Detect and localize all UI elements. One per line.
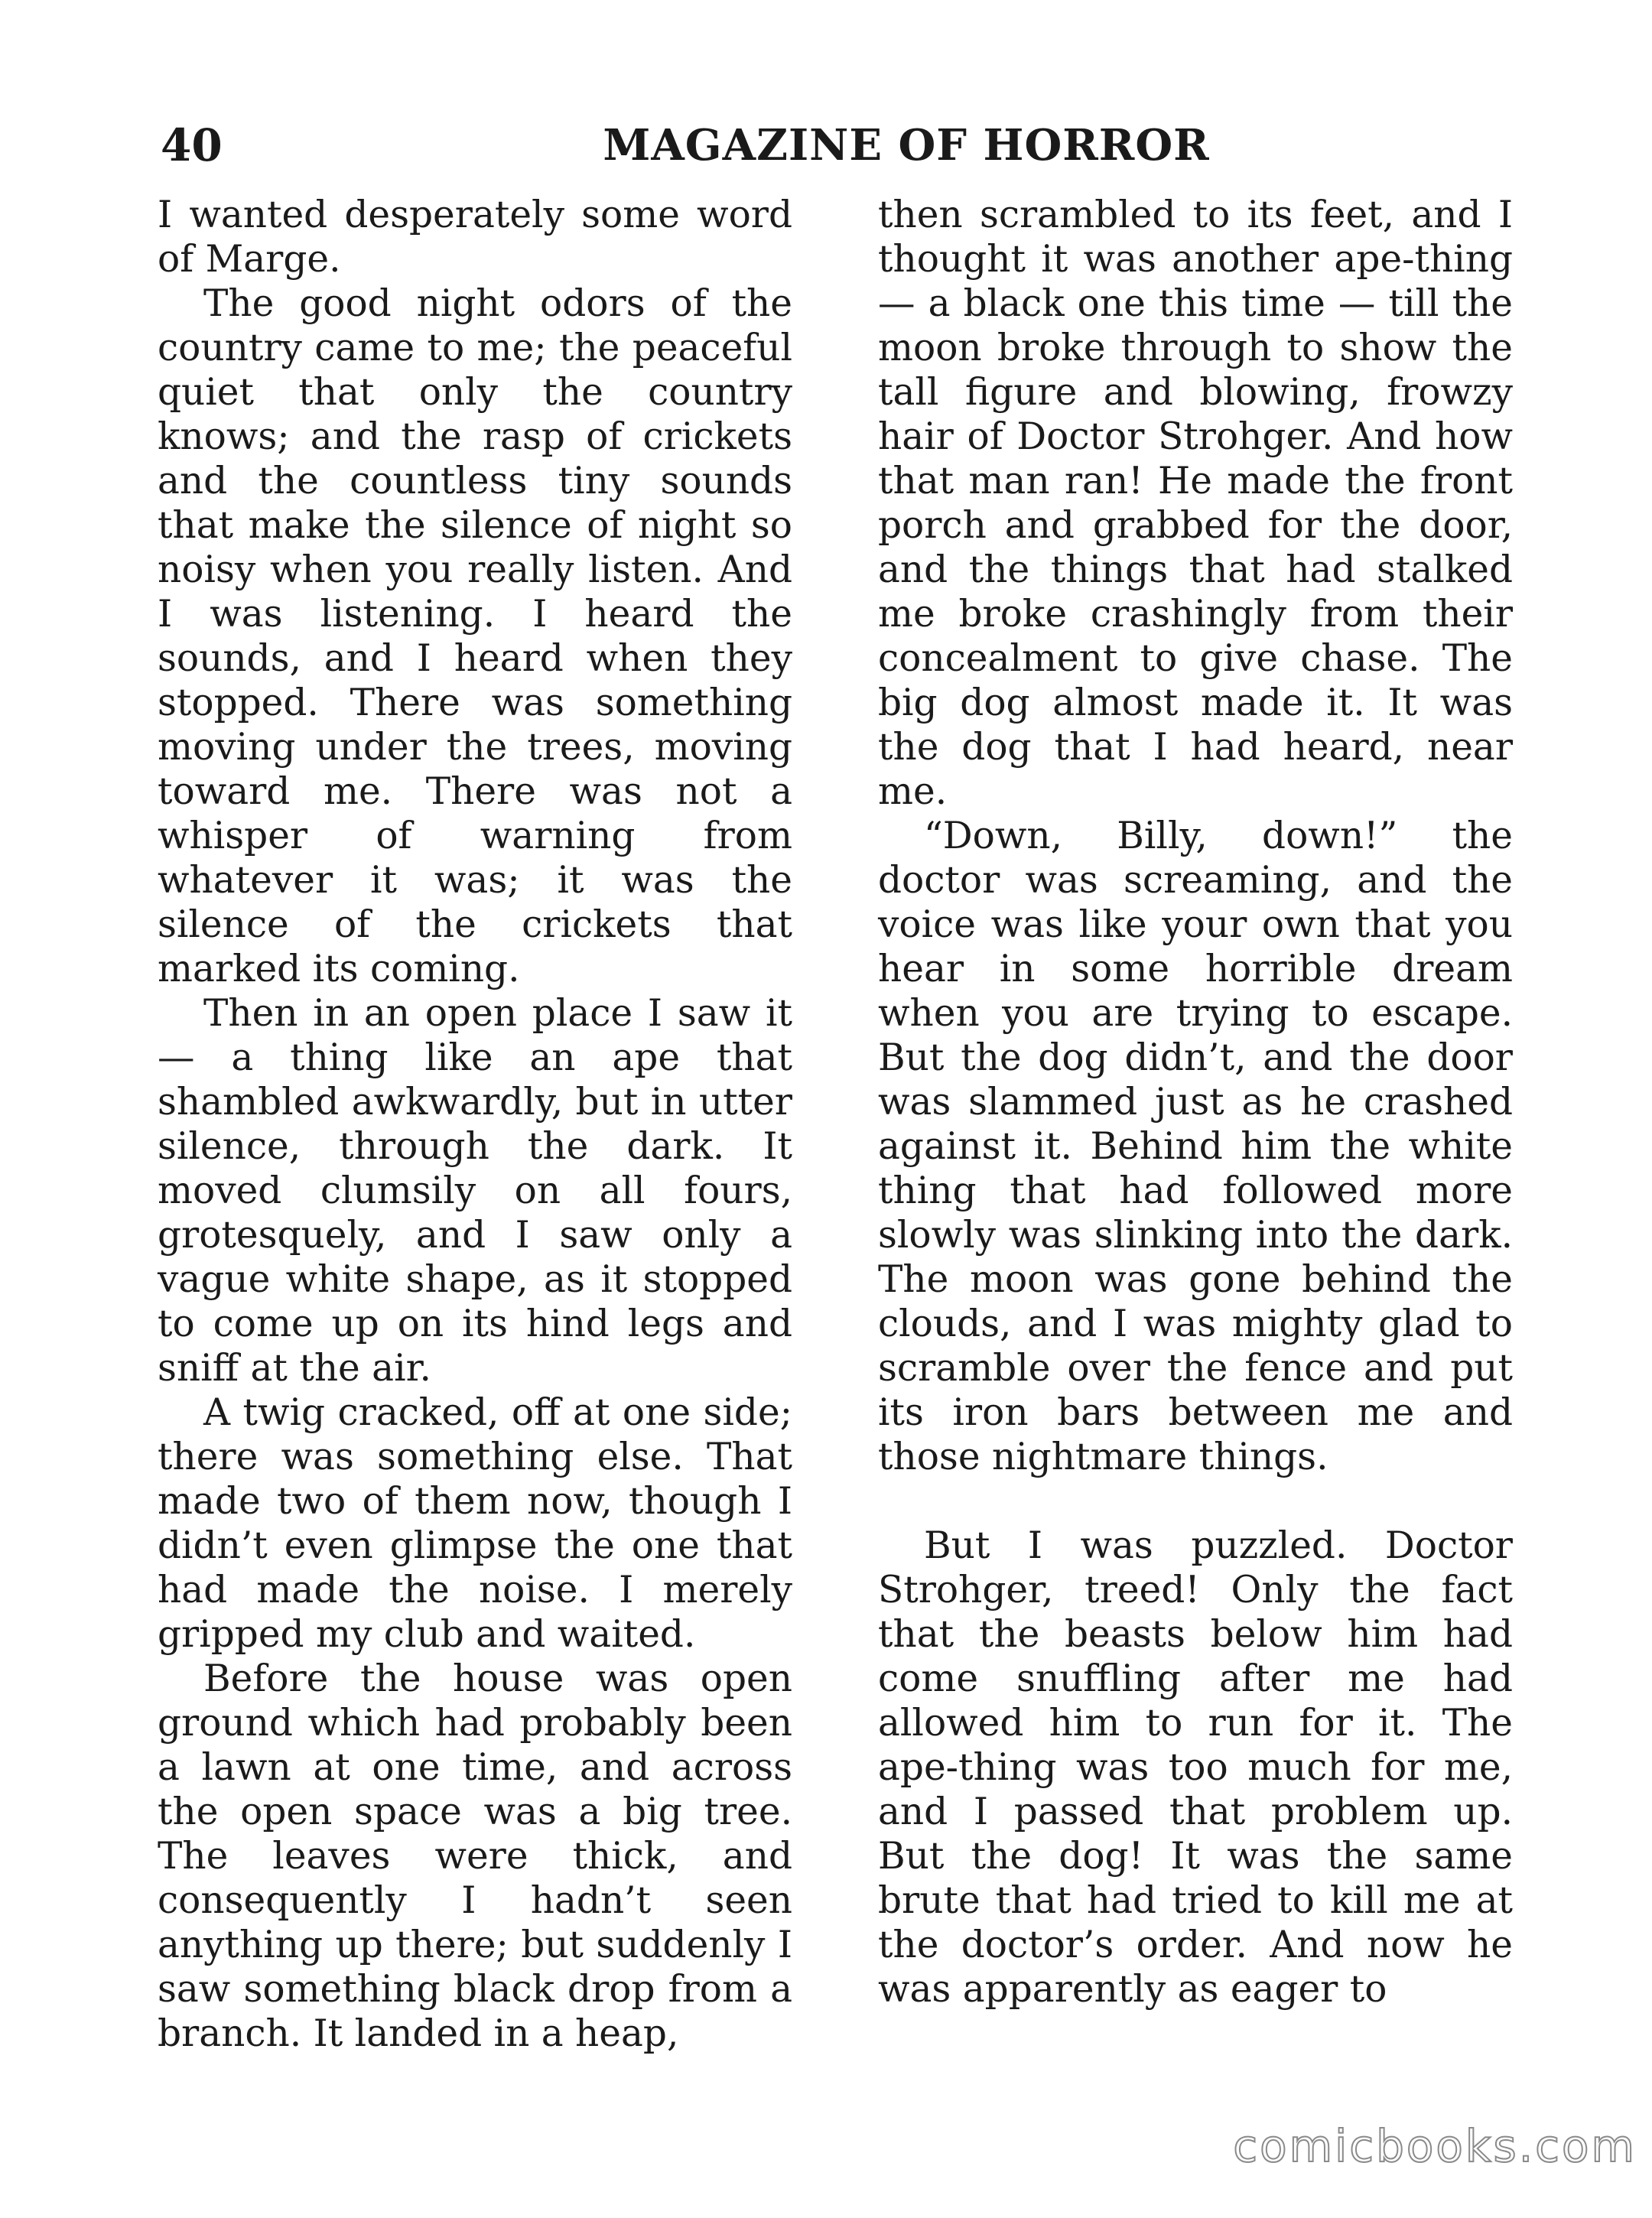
page-number: 40 (161, 119, 223, 171)
paragraph: I wanted desperately some word of Marge. (158, 194, 792, 281)
paragraph: Before the house was open ground which had probably been a lawn at one time, and across the open space was a big tree. The leaves were thick, and consequently I hadn’t seen anything up there; but suddenly I saw something black drop from a branch. It landed in a heap, (158, 1657, 792, 2055)
paragraph: Then in an open place I saw it — a thing like an ape that shambled awkwardly, but in utter silence, through the dark. It moved clumsily on all fours, grotesquely, and I saw only a vague white shape, as it stopped to come up on its hind legs and sniff at the air. (158, 992, 792, 1390)
paragraph: then scrambled to its feet, and I thought it was another ape-thing — a black one this time — till the moon broke through to show the tall figure and blowing, frowzy hair of Doctor Strohger. And how that man ran! He made the front porch and grabbed for the door, and the things that had stalked me broke crashingly from their concealment to give chase. The big dog almost made it. It was the dog that I had heard, near me. (878, 194, 1513, 813)
watermark: comicbooks.com (1233, 2120, 1637, 2172)
running-head-title: MAGAZINE OF HORROR (603, 120, 1210, 171)
paragraph: The good night odors of the country came to me; the peaceful quiet that only the country knows; and the rasp of crickets and the countless tiny sounds that make the silence of night so noisy when you really listen. And I was listening. I heard the sounds, and I heard when they stopped. There was something moving under the trees, moving toward me. There was not a whisper of warning from whatever it was; it was the silence of the crickets that marked its coming. (158, 282, 792, 990)
paragraph: A twig cracked, off at one side; there was something else. That made two of them now, though I didn’t even glimpse the one that had made the noise. I merely gripped my club and waited. (158, 1391, 792, 1656)
left-text-column (158, 193, 792, 2056)
page-header (161, 115, 1507, 176)
right-text-column (878, 193, 1513, 2011)
paragraph: But I was puzzled. Doctor Strohger, treed! Only the fact that the beasts below him had come snuffling after me had allowed him to run for it. The ape-thing was too much for me, and I passed that problem up. But the dog! It was the same brute that had tried to kill me at the doctor’s order. And now he was apparently as eager to (878, 1524, 1513, 2011)
paragraph: “Down, Billy, down!” the doctor was screaming, and the voice was like your own that you hear in some horrible dream when you are trying to escape. But the dog didn’t, and the door was slammed just as he crashed against it. Behind him the white thing that had followed more slowly was slinking into the dark. The moon was gone behind the clouds, and I was mighty glad to scramble over the fence and put its iron bars between me and those nightmare things. (878, 815, 1513, 1478)
